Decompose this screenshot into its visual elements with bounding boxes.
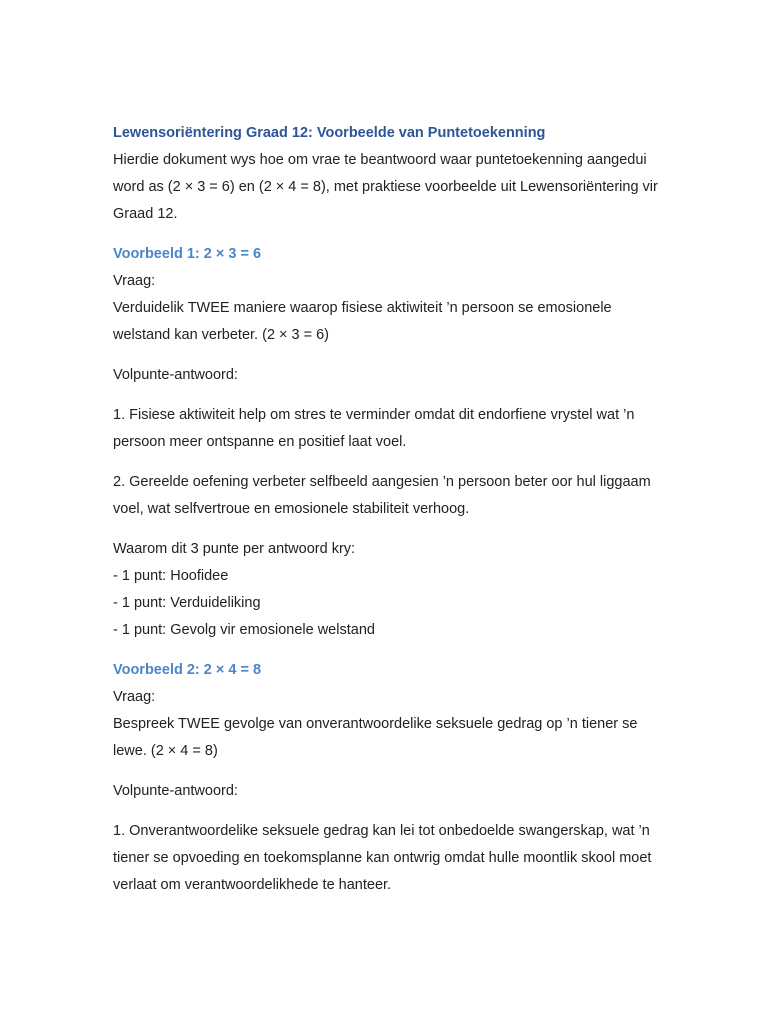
example1-why-label: Waarom dit 3 punte per antwoord kry: [113, 541, 356, 557]
example1-point-2: - 1 punt: Verduideliking [113, 595, 261, 611]
example1-answer-2: 2. Gereelde oefening verbeter selfbeeld aangesien ’n persoon beter oor hul liggaam voel, wat selfvertroue en emosionele stabiliteit verhoog. [113, 474, 651, 517]
intro-paragraph: Hierdie dokument wys hoe om vrae te beantwoord waar puntetoekenning aangedui word as (2 × 3 = 6) en (2 × 4 = 8), met praktiese voorbeelde uit Lewensoriëntering vir Graad 12. [113, 152, 658, 222]
example2-question: Bespreek TWEE gevolge van onverantwoordelike seksuele gedrag op ’n tiener se lewe. (2 × 4 = 8) [113, 716, 638, 759]
example1-question-label: Vraag: [113, 273, 156, 289]
document-page [113, 120, 658, 899]
example1-question: Verduidelik TWEE maniere waarop fisiese aktiwiteit ’n persoon se emosionele welstand kan verbeter. (2 × 3 = 6) [113, 300, 612, 343]
example2-question-label: Vraag: [113, 689, 156, 705]
example2-heading: Voorbeeld 2: 2 × 4 = 8 [113, 662, 262, 678]
example1-point-3: - 1 punt: Gevolg vir emosionele welstand [113, 622, 375, 638]
example1-heading: Voorbeeld 1: 2 × 3 = 6 [113, 246, 262, 262]
example1-point-1: - 1 punt: Hoofidee [113, 568, 229, 584]
example2-answer-1: 1. Onverantwoordelike seksuele gedrag kan lei tot onbedoelde swangerskap, wat ’n tiener se opvoeding en toekomsplanne kan ontwrig omdat hulle moontlik skool moet verlaat om verantwoordelikhede te hanteer. [113, 823, 652, 893]
document-title: Lewensoriëntering Graad 12: Voorbeelde van Puntetoekenning [113, 125, 546, 141]
example1-answer-label: Volpunte-antwoord: [113, 367, 238, 383]
example2-answer-label: Volpunte-antwoord: [113, 783, 238, 799]
example1-answer-1: 1. Fisiese aktiwiteit help om stres te verminder omdat dit endorfiene vrystel wat ’n persoon meer ontspanne en positief laat voel. [113, 407, 635, 450]
